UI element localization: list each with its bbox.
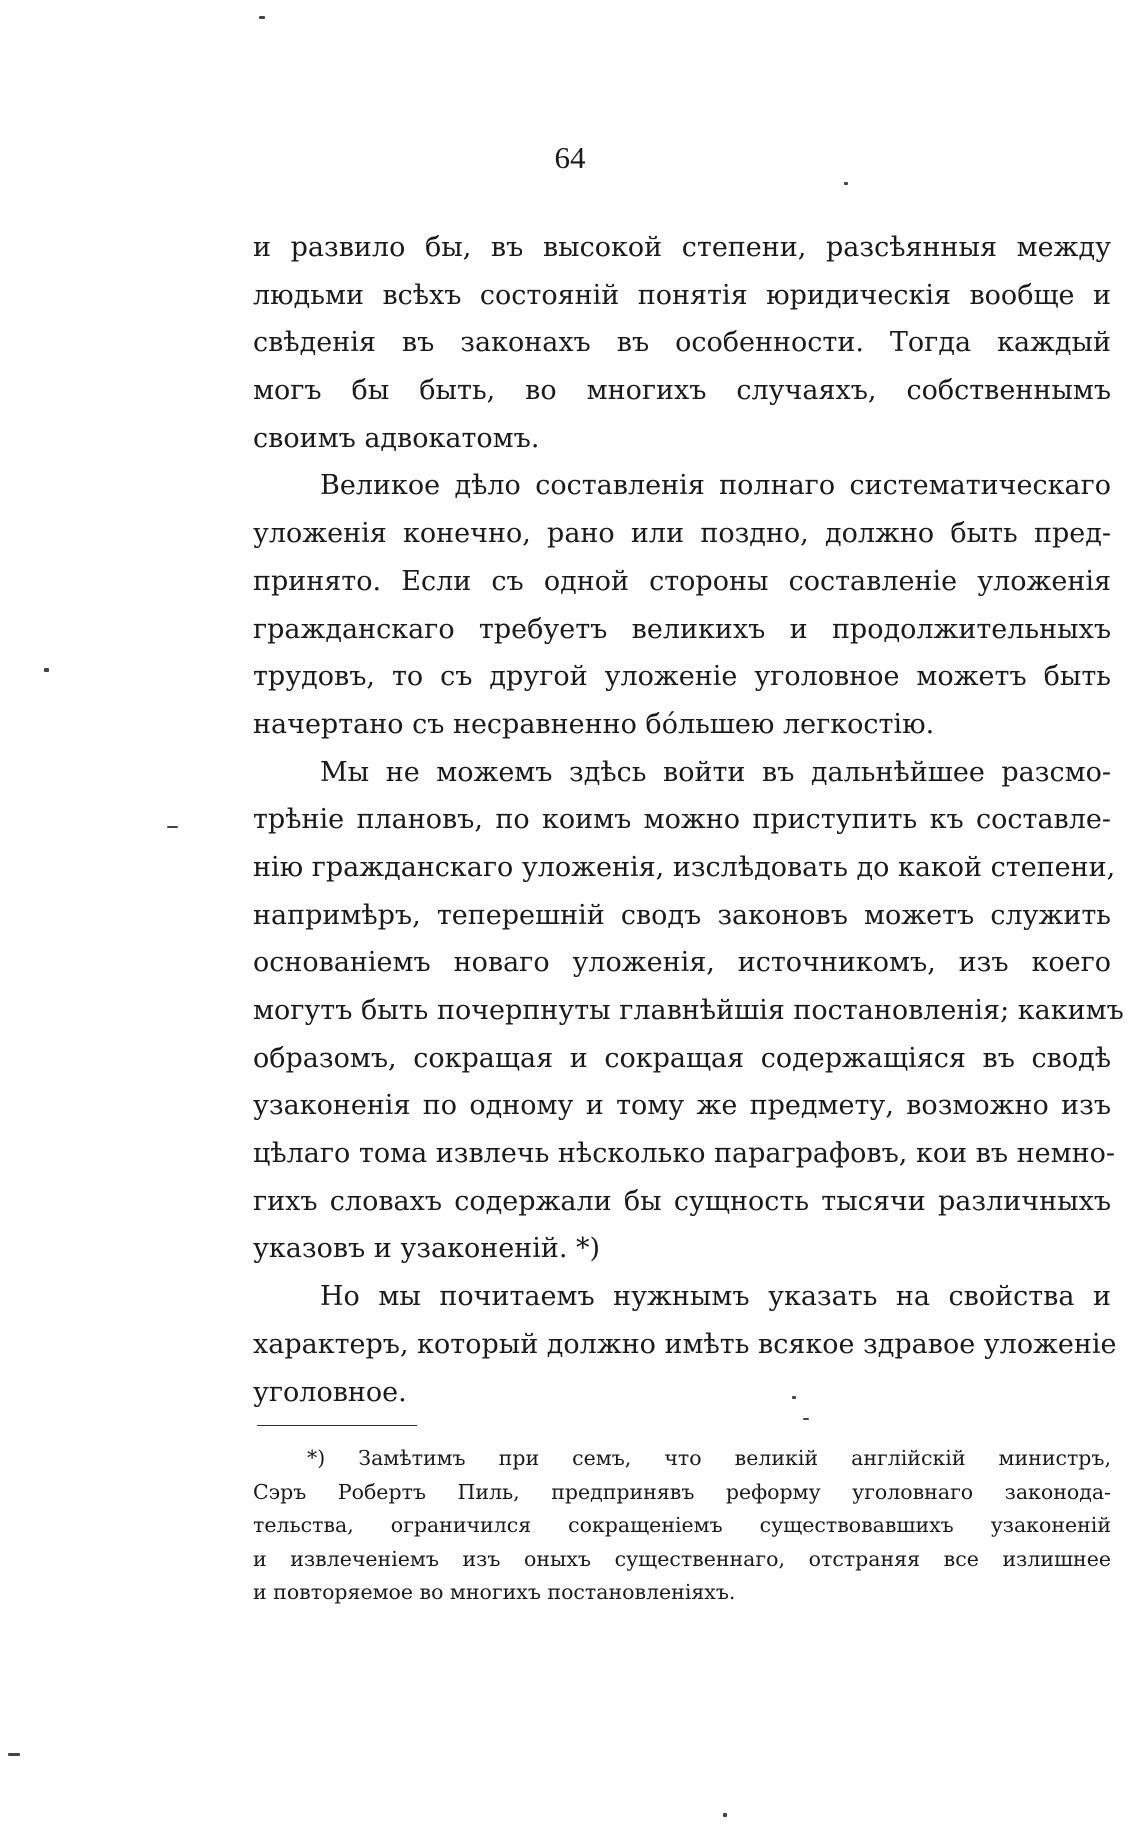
scan-speck xyxy=(844,182,848,185)
scan-speck xyxy=(167,826,178,828)
text-line: свѣденія въ законахъ въ особенности. Тогда каждый xyxy=(253,327,1111,359)
footnote-line: тельства, ограничился сокращеніемъ существовавшихъ узаконеній xyxy=(253,1513,1111,1537)
footnote xyxy=(253,1442,1111,1610)
scan-speck xyxy=(723,1813,727,1817)
page-number: 64 xyxy=(554,140,586,175)
text-line: гражданскаго требуетъ великихъ и продолжительныхъ xyxy=(253,613,1111,645)
text-line: основаніемъ новаго уложенія, источникомъ, изъ коего xyxy=(253,947,1111,979)
text-line: могъ бы быть, во многихъ случаяхъ, собственнымъ xyxy=(253,375,1111,407)
text-line: трѣніе плановъ, по коимъ можно приступить къ составле- xyxy=(253,804,1111,836)
paragraph-start-line: Мы не можемъ здѣсь войти въ дальнѣйшее разсмо- xyxy=(320,756,1111,788)
text-line: напримѣръ, теперешній сводъ законовъ можетъ служить xyxy=(253,899,1111,931)
scan-speck xyxy=(8,1753,20,1756)
text-line: характеръ, который должно имѣть всякое здравое уложеніе xyxy=(253,1328,1117,1360)
footnote-line: *) Замѣтимъ при семъ, что великій англійскій министръ, xyxy=(307,1446,1111,1470)
text-line: могутъ быть почерпнуты главнѣйшія постановленія; какимъ xyxy=(253,995,1124,1026)
text-line: гихъ словахъ содержали бы сущность тысячи различныхъ xyxy=(253,1185,1111,1217)
text-line: уголовное. xyxy=(253,1376,407,1408)
text-line: указовъ и узаконеній. *) xyxy=(253,1233,601,1265)
text-line: своимъ адвокатомъ. xyxy=(253,422,540,454)
text-line: узаконенія по одному и тому же предмету, возможно изъ xyxy=(253,1090,1111,1122)
text-line: принято. Если съ одной стороны составленіе уложенія xyxy=(253,565,1111,597)
text-line: образомъ, сокращая и сокращая содержащіяся въ сводѣ xyxy=(253,1042,1111,1074)
text-line: цѣлаго тома извлечь нѣсколько параграфовъ, кои въ немно- xyxy=(253,1138,1115,1170)
scan-speck xyxy=(803,1418,809,1420)
text-line: и развило бы, въ высокой степени, разсѣянныя между xyxy=(253,232,1111,263)
footnote-line: и повторяемое во многихъ постановленіяхъ. xyxy=(253,1580,736,1604)
scan-speck xyxy=(259,16,265,19)
text-line: трудовъ, то съ другой уложеніе уголовное можетъ быть xyxy=(253,661,1111,693)
text-line: начертано съ несравненно бóльшею легкостію. xyxy=(253,708,935,740)
footnote-line: Сэръ Робертъ Пиль, предпринявъ реформу уголовнаго законода- xyxy=(253,1479,1111,1504)
text-line: нію гражданскаго уложенія, изслѣдовать до какой степени, xyxy=(253,851,1116,883)
paragraph-start-line: Великое дѣло составленія полнаго систематическаго xyxy=(320,470,1111,502)
text-line: людьми всѣхъ состояній понятія юридическія вообще и xyxy=(253,279,1111,311)
footnote-divider xyxy=(257,1425,417,1426)
scan-speck xyxy=(44,668,49,672)
scan-speck xyxy=(792,1396,796,1399)
footnote-line: и извлеченіемъ изъ оныхъ существеннаго, отстраняя все излишнее xyxy=(253,1546,1111,1571)
body-text xyxy=(253,224,1124,1416)
text-line: уложенія конечно, рано или поздно, должно быть пред- xyxy=(253,518,1111,550)
paragraph-start-line: Но мы почитаемъ нужнымъ указать на свойства и xyxy=(320,1281,1111,1313)
